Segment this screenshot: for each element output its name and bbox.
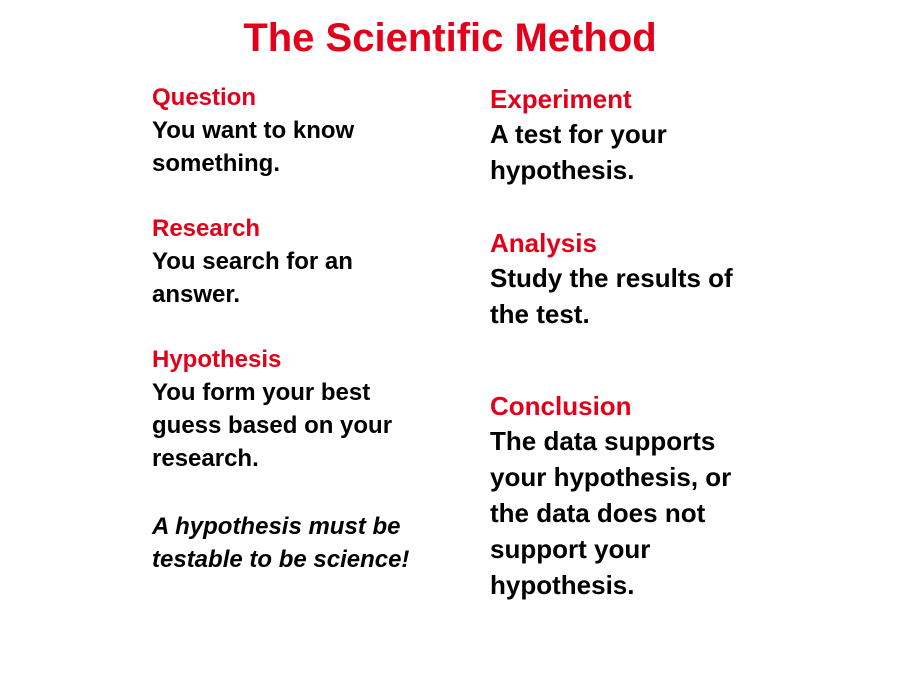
experiment-section [490, 82, 720, 188]
question-heading: Question [152, 84, 257, 111]
experiment-text: A test for your hypothesis. [490, 119, 667, 185]
analysis-text: Study the results of the test. [490, 263, 733, 329]
conclusion-heading: Conclusion [490, 391, 632, 421]
research-heading: Research [152, 215, 261, 242]
hypothesis-heading: Hypothesis [152, 346, 282, 373]
page-title: The Scientific Method [243, 16, 657, 60]
conclusion-section [490, 389, 760, 603]
hypothesis-text: You form your best guess based on your research. [152, 379, 393, 472]
question-text: You want to know something. [152, 117, 355, 177]
analysis-heading: Analysis [490, 228, 597, 258]
experiment-heading: Experiment [490, 84, 632, 114]
hypothesis-section [152, 344, 412, 475]
conclusion-text: The data supports your hypothesis, or the data does not support your hypothesis. [490, 426, 732, 600]
question-section [152, 82, 412, 180]
research-text: You search for an answer. [152, 248, 353, 308]
hypothesis-note: A hypothesis must be testable to be science! [152, 513, 410, 573]
analysis-section [490, 226, 760, 332]
research-section [152, 213, 402, 311]
